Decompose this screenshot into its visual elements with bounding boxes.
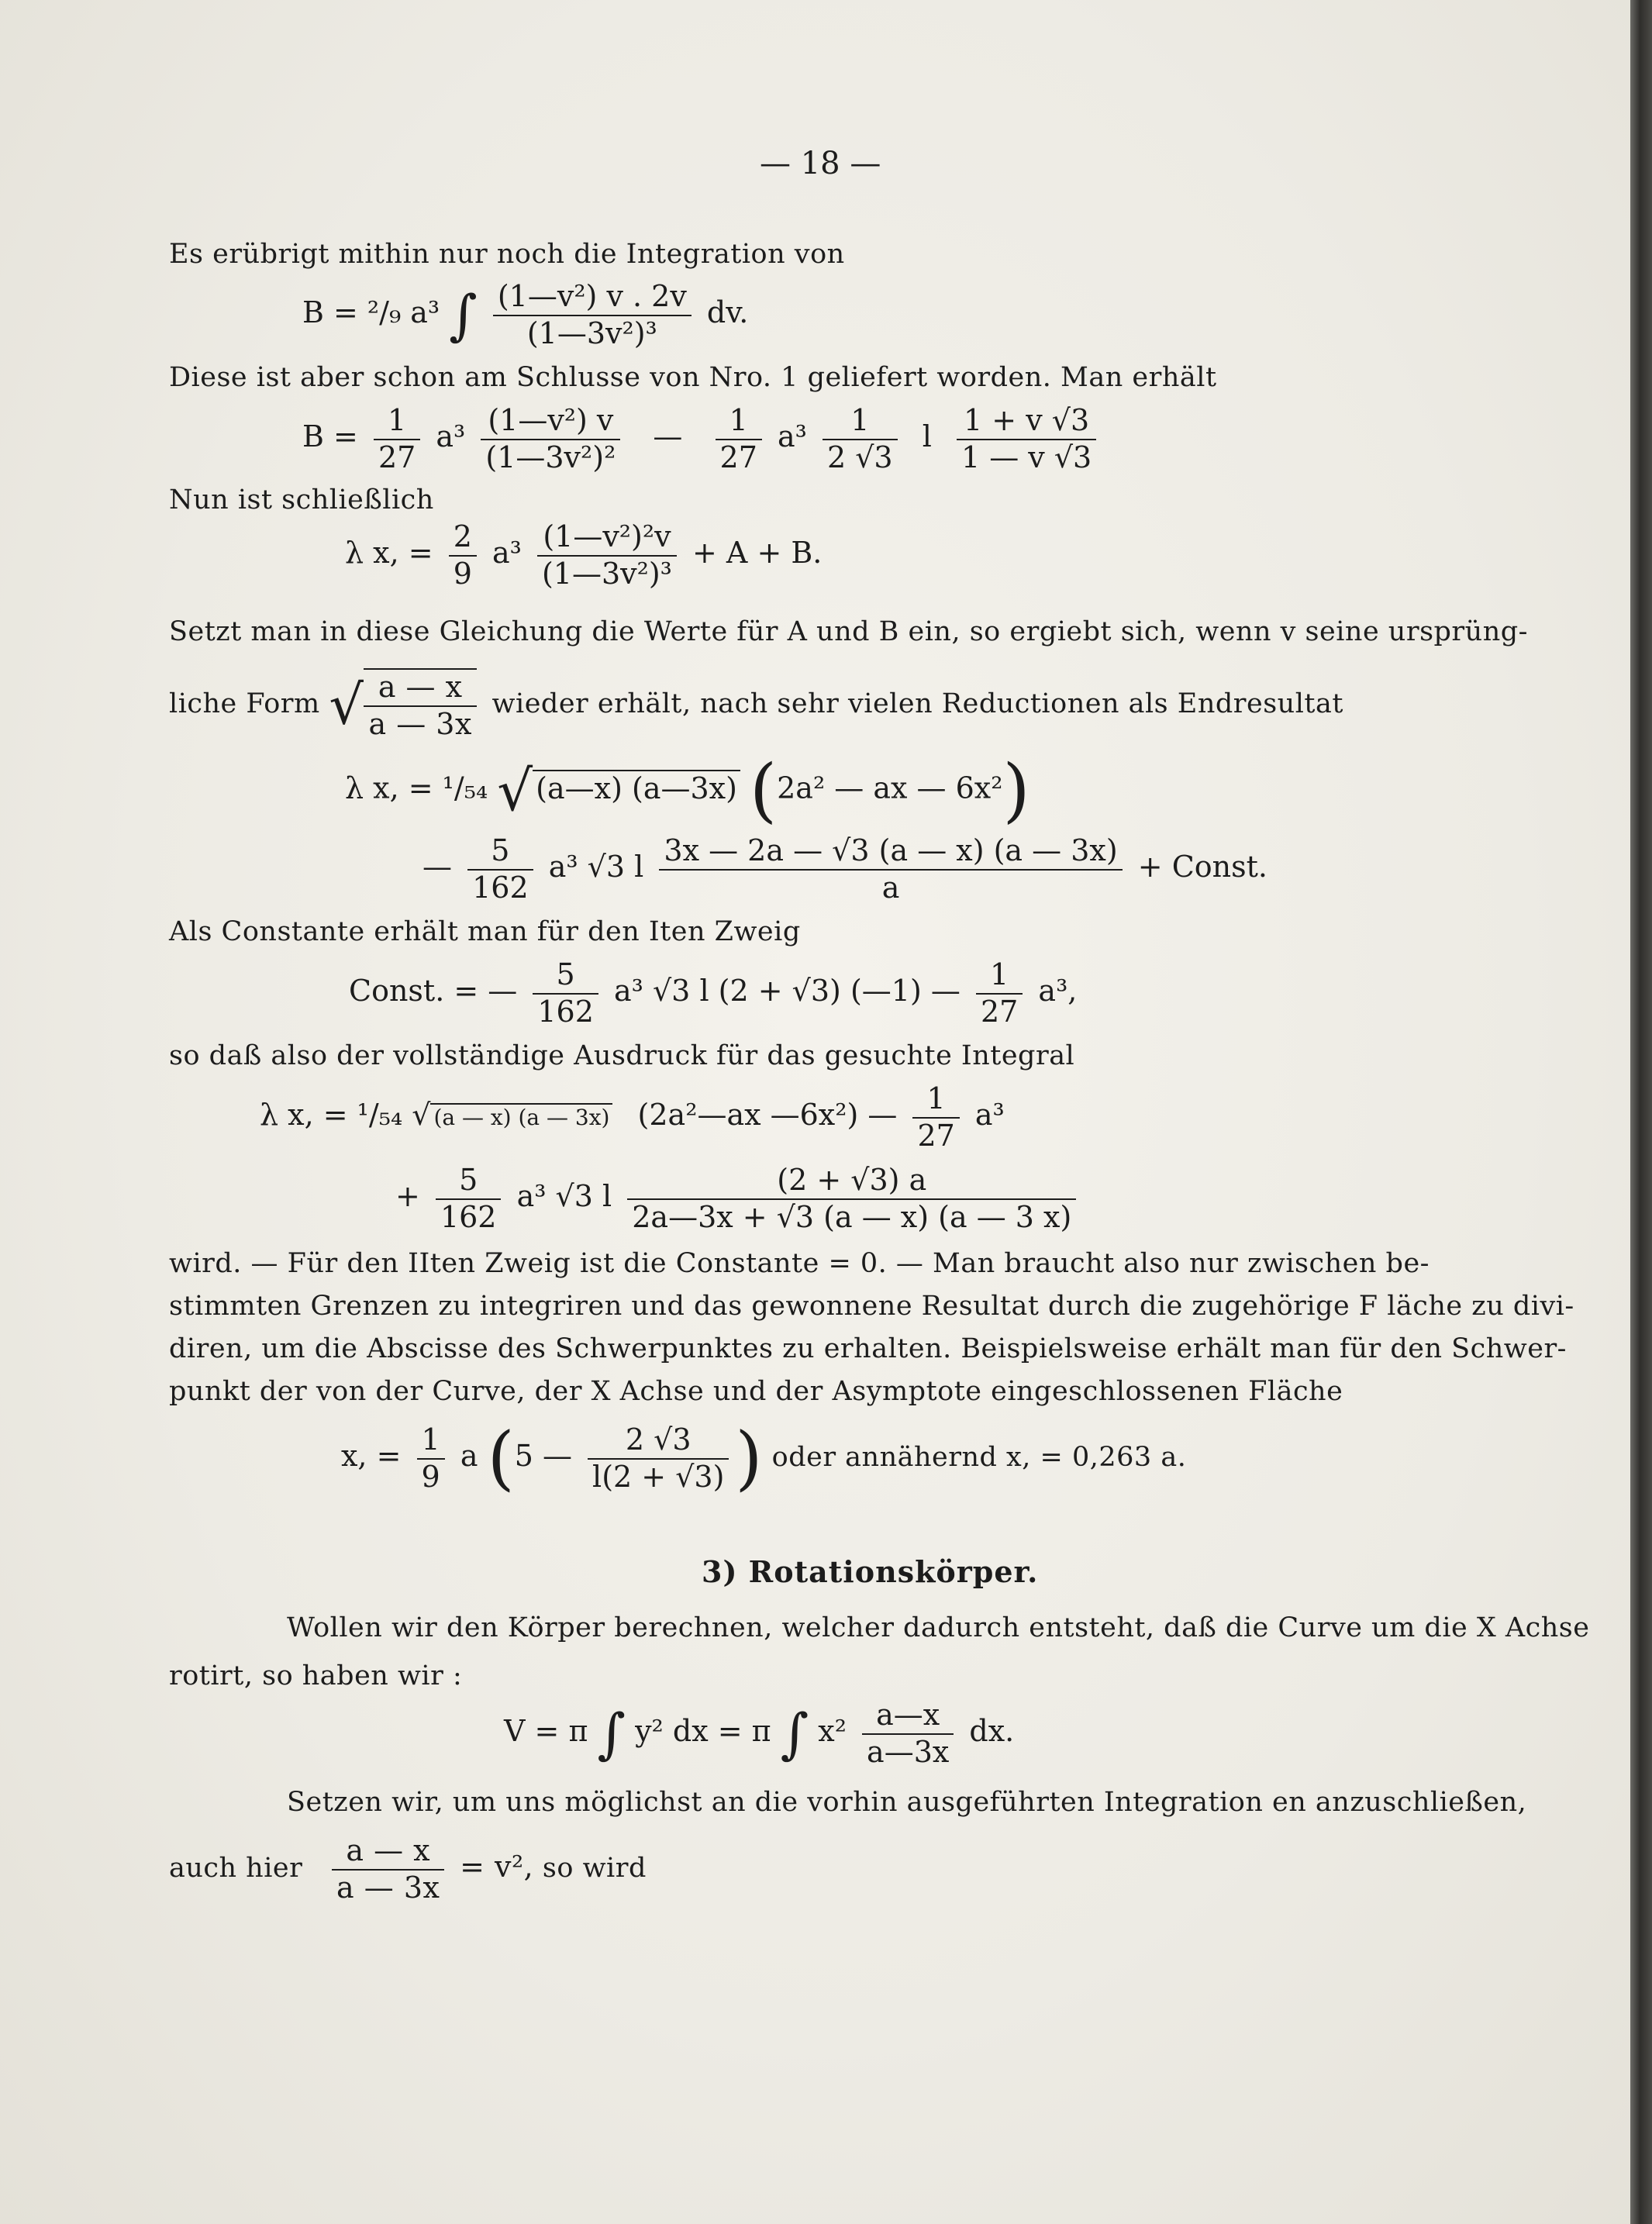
- eq8-radicand: (a — x) (a — 3x): [430, 1103, 612, 1130]
- eq6-frac1-den: 162: [472, 870, 529, 905]
- eq3-frac1-num: 2: [449, 519, 477, 557]
- eq2-frac2-den: (1—3v²)²: [485, 440, 616, 474]
- eq7-frac2-den: 27: [980, 994, 1019, 1029]
- formula-b-result: [302, 403, 1102, 475]
- eq11-frac1: [862, 1698, 954, 1770]
- eq2-frac3-den: 27: [719, 440, 757, 474]
- section-heading: 3) Rotationskörper.: [702, 1554, 1039, 1589]
- eq6-minus: —: [422, 850, 452, 884]
- eq2-frac4: [823, 403, 898, 475]
- eq2-frac3: [716, 403, 762, 475]
- eq2-frac2: [481, 403, 620, 475]
- root-sign-icon: √: [497, 758, 533, 823]
- paragraph-constante: Als Constante erhält man für den Iten Zweig: [169, 916, 801, 947]
- eq3-frac1-den: 9: [453, 556, 472, 591]
- eq2-log: l: [922, 419, 932, 454]
- eq3-tail: + A + B.: [692, 536, 823, 571]
- formula-const: [349, 957, 1077, 1029]
- eq6-frac2-num: 3x — 2a — √3 (a — x) (a — 3x): [659, 833, 1122, 871]
- eq3-frac2-num: (1—v²)²v: [537, 519, 677, 557]
- eq9-plus: +: [395, 1179, 420, 1214]
- page-number: — 18 —: [760, 146, 881, 181]
- eq9-mid: a³ √3 l: [516, 1179, 612, 1214]
- eq9-frac2-den: 2a—3x + √3 (a — x) (a — 3 x): [632, 1199, 1072, 1234]
- eq10-frac2: [588, 1422, 729, 1495]
- eq11-x2: x²: [818, 1714, 847, 1749]
- eq8-tail: a³: [974, 1098, 1005, 1133]
- left-paren-icon: (: [487, 1417, 515, 1499]
- eq1-fraction: [493, 279, 691, 351]
- eq10-frac2-num: 2 √3: [588, 1422, 729, 1460]
- eq9-frac2: [627, 1163, 1076, 1235]
- paragraph-auch-hier: [169, 1833, 647, 1905]
- right-paren-icon: ): [1002, 750, 1030, 831]
- paragraph-iiten-zweig: wird. — Für den IIten Zweig ist die Constante = 0. — Man braucht also nur zwischen be-: [169, 1248, 1430, 1279]
- formula-volume: [504, 1698, 1014, 1770]
- eq6-a3-root3-l: a³ √3 l: [548, 850, 644, 884]
- eq2-a3-second: a³: [777, 419, 807, 454]
- paragraph-liche-form: [169, 668, 1343, 742]
- paragraph-abscisse: diren, um die Abscisse des Schwerpunktes zu erhalten. Beispielsweise erhält man für den Schwer-: [169, 1333, 1568, 1364]
- eq12-frac1-den: a — 3x: [336, 1870, 440, 1905]
- eq1-tail: dv.: [706, 295, 749, 330]
- eq3-frac2-den: (1—3v²)³: [541, 556, 672, 591]
- paragraph-rotirt: rotirt, so haben wir :: [169, 1660, 463, 1691]
- paragraph-asymptote: punkt der von der Curve, der X Achse und der Asymptote eingeschlossenen Fläche: [169, 1376, 1343, 1407]
- eq3-frac1: [449, 519, 477, 591]
- eq5-lhs: λ x, = ¹/₅₄: [345, 771, 488, 805]
- eq4-fraction: [364, 668, 476, 742]
- eq2-lhs: B =: [302, 419, 358, 454]
- eq7-frac1: [533, 957, 598, 1029]
- formula-full-integral: [260, 1081, 1005, 1153]
- paragraph-integration-intro: Es erübrigt mithin nur noch die Integration von: [169, 239, 845, 270]
- eq6-frac1-num: 5: [467, 833, 533, 871]
- eq7-frac2-num: 1: [976, 957, 1023, 995]
- eq1-lhs: B = ²/₉ a³: [302, 295, 440, 330]
- eq10-frac1: [417, 1422, 445, 1495]
- eq8-frac1: [912, 1081, 959, 1153]
- eq8-frac1-num: 1: [912, 1081, 959, 1119]
- eq8-frac1-den: 27: [917, 1118, 955, 1153]
- eq12-tail: = v²,: [460, 1850, 534, 1884]
- eq10-frac1-den: 9: [421, 1459, 440, 1494]
- eq11-frac1-den: a—3x: [867, 1734, 950, 1769]
- eq3-a3: a³: [491, 536, 522, 571]
- eq7-tail: a³,: [1038, 974, 1078, 1009]
- eq9-frac1-den: 162: [440, 1199, 497, 1234]
- eq11-lhs: V = π: [504, 1714, 588, 1749]
- formula-lambda-endresult: [345, 750, 1030, 831]
- paragraph-schliesslich: Nun ist schließlich: [169, 484, 434, 515]
- right-paren-icon: ): [735, 1417, 763, 1499]
- eq3-frac2: [537, 519, 677, 591]
- eq9-frac2-num: (2 + √3) a: [627, 1163, 1076, 1200]
- eq11-frac1-num: a—x: [862, 1698, 954, 1735]
- paragraph-setzen-wir: Setzen wir, um uns möglichst an die vorhin ausgeführten Integration en anzuschließen,: [287, 1787, 1527, 1818]
- so-wird-text: so wird: [542, 1853, 647, 1884]
- endresultat-text: wieder erhält, nach sehr vielen Reductionen als Endresultat: [491, 688, 1343, 720]
- eq7-frac1-den: 162: [537, 994, 594, 1029]
- eq2-a3: a³: [436, 419, 466, 454]
- formula-b-integral: [302, 279, 748, 351]
- eq2-frac5-den: 1 — v √3: [961, 440, 1092, 474]
- eq8-lhs: λ x, = ¹/₅₄ √: [260, 1098, 431, 1133]
- eq6-const: + Const.: [1137, 850, 1267, 884]
- eq1-denominator: (1—3v²)³: [526, 315, 657, 350]
- eq6-frac2-den: a: [881, 870, 900, 905]
- eq10-frac2-den: l(2 + √3): [592, 1459, 725, 1494]
- eq5-paren-content: 2a² — ax — 6x²: [777, 771, 1003, 805]
- eq2-frac4-den: 2 √3: [826, 440, 893, 474]
- paragraph-grenzen: stimmten Grenzen zu integriren und das gewonnene Resultat durch die zugehörige F läche zu divi-: [169, 1291, 1574, 1322]
- paragraph-koerper: Wollen wir den Körper berechnen, welcher dadurch entsteht, daß die Curve um die X Achse: [287, 1612, 1590, 1643]
- eq6-frac1: [467, 833, 533, 905]
- formula-schwerpunkt: [341, 1417, 1187, 1499]
- eq3-lhs: λ x, =: [345, 536, 433, 571]
- eq4-numerator: a — x: [364, 670, 476, 707]
- paragraph-schluss: Diese ist aber schon am Schlusse von Nro. 1 geliefert worden. Man erhält: [169, 362, 1217, 393]
- formula-full-integral-log: [395, 1163, 1082, 1235]
- eq2-frac4-num: 1: [823, 403, 898, 440]
- eq7-lhs: Const. = —: [349, 974, 518, 1009]
- eq1-numerator: (1—v²) v . 2v: [493, 279, 691, 316]
- eq2-frac3-num: 1: [716, 403, 762, 440]
- eq10-tail: oder annähernd x, = 0,263 a.: [771, 1442, 1187, 1474]
- integral-sign-icon: ∫: [597, 1702, 626, 1766]
- eq10-a: a: [460, 1439, 478, 1474]
- integral-sign-icon: ∫: [449, 283, 478, 347]
- eq10-five: 5 —: [514, 1439, 572, 1474]
- eq7-frac1-num: 5: [533, 957, 598, 995]
- eq2-frac2-num: (1—v²) v: [481, 403, 620, 440]
- eq12-frac1-num: a — x: [332, 1833, 444, 1871]
- integral-sign-icon: ∫: [780, 1702, 809, 1766]
- paragraph-setzt-man: Setzt man in diese Gleichung die Werte für A und B ein, so ergiebt sich, wenn v seine ursprüng-: [169, 616, 1528, 647]
- eq4-denominator: a — 3x: [368, 706, 472, 741]
- formula-log-term: [422, 833, 1267, 905]
- auch-hier-text: auch hier: [169, 1853, 303, 1884]
- left-paren-icon: (: [750, 750, 778, 831]
- eq7-mid: a³ √3 l (2 + √3) (—1) —: [614, 974, 961, 1009]
- eq2-frac1: [374, 403, 420, 475]
- eq9-frac1-num: 5: [436, 1163, 502, 1200]
- eq2-frac5: [957, 403, 1096, 475]
- root-sign-icon: √: [329, 673, 364, 737]
- eq9-frac1: [436, 1163, 502, 1235]
- liche-form-text: liche Form: [169, 688, 320, 720]
- eq11-mid: y² dx = π: [635, 1714, 771, 1749]
- eq2-frac1-num: 1: [374, 403, 420, 440]
- eq10-lhs: x, =: [341, 1439, 402, 1474]
- eq7-frac2: [976, 957, 1023, 1029]
- book-spine-edge: [1630, 0, 1652, 2224]
- eq10-frac1-num: 1: [417, 1422, 445, 1460]
- eq2-minus: —: [653, 419, 683, 454]
- eq2-frac5-num: 1 + v √3: [957, 403, 1096, 440]
- formula-lambda-x: [345, 519, 822, 591]
- eq11-tail: dx.: [969, 1714, 1015, 1749]
- eq2-frac1-den: 27: [378, 440, 416, 474]
- eq6-frac2: [659, 833, 1122, 905]
- paragraph-ausdruck: so daß also der vollständige Ausdruck für das gesuchte Integral: [169, 1040, 1075, 1071]
- eq8-mid: (2a²—ax —6x²) —: [637, 1098, 898, 1133]
- eq5-radicand: (a—x) (a—3x): [533, 770, 740, 805]
- eq12-frac1: [332, 1833, 444, 1905]
